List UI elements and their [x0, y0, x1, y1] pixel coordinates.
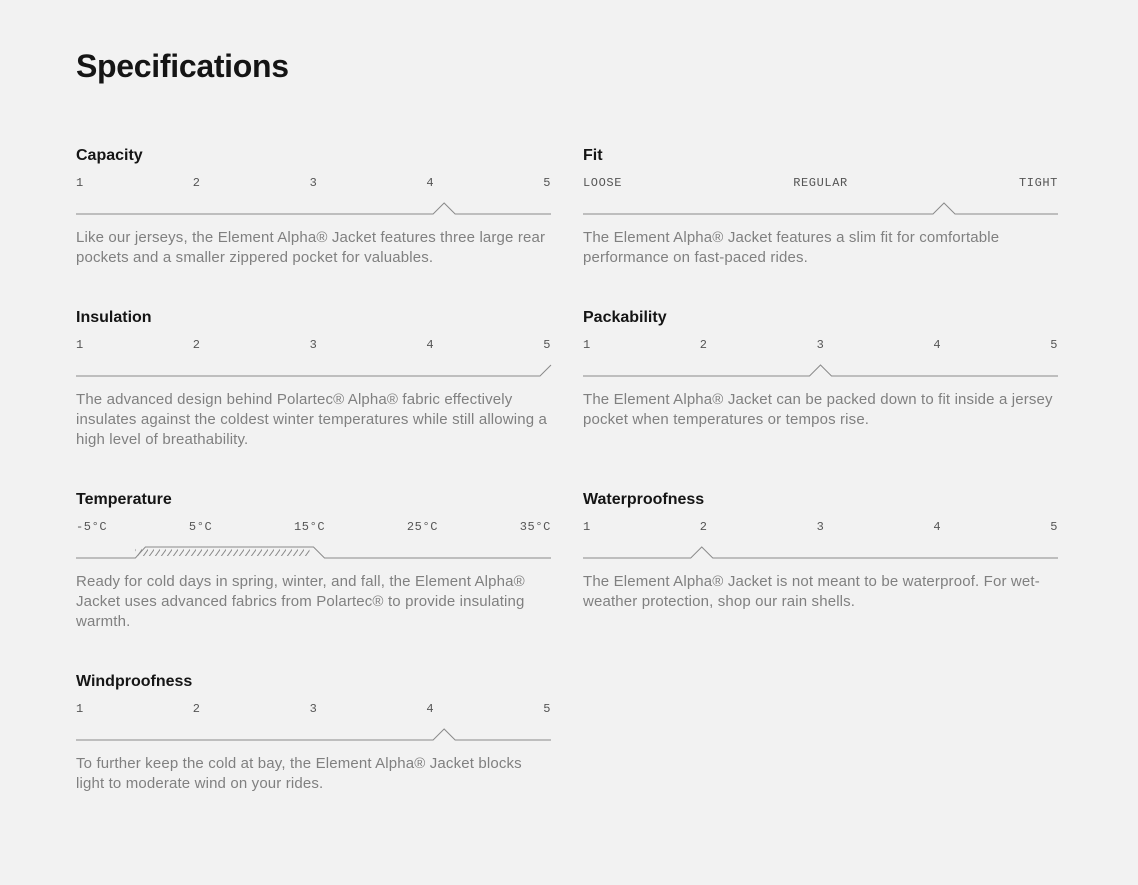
spec-title: Packability [583, 309, 667, 326]
packability-scale [583, 338, 1058, 380]
scale-track [583, 362, 1058, 378]
insulation-scale [76, 338, 551, 380]
spec-title: Fit [583, 147, 603, 164]
scale-track [76, 362, 551, 378]
spec-description: The Element Alpha® Jacket is not meant to be waterproof. For wet-weather protection, shop our rain shells. [583, 573, 1040, 610]
tick-label: 2 [192, 176, 201, 190]
spec-description: To further keep the cold at bay, the Element Alpha® Jacket blocks light to moderate wind on your rides. [76, 755, 522, 792]
page-title: Specifications [76, 48, 289, 84]
tick-label: 4 [426, 338, 435, 352]
scale-track [76, 200, 551, 216]
tick-label: 1 [583, 520, 591, 534]
tick-label: 15°C [293, 520, 326, 534]
tick-label: 5 [543, 338, 551, 352]
range-hatch [135, 546, 309, 558]
spec-windproofness [76, 672, 551, 794]
tick-label: 3 [816, 338, 825, 352]
rating-marker [583, 203, 1058, 214]
tick-label: 4 [933, 520, 942, 534]
spec-temperature [76, 490, 551, 632]
spec-description: Like our jerseys, the Element Alpha® Jacket features three large rear pockets and a smaller zippered pocket for valuables. [76, 229, 546, 266]
tick-label: 5 [543, 702, 551, 716]
rating-marker [76, 203, 551, 214]
spec-waterproofness [583, 490, 1058, 612]
tick-label: 3 [816, 520, 825, 534]
rating-marker [583, 365, 1058, 376]
capacity-scale [76, 176, 551, 218]
tick-label: 5 [1050, 520, 1058, 534]
scale-ticks [583, 338, 1058, 352]
tick-label: 4 [426, 176, 435, 190]
scale-ticks [583, 176, 1058, 190]
tick-label: 3 [309, 702, 318, 716]
scale-ticks [76, 176, 551, 190]
spec-insulation [76, 308, 551, 450]
tick-label: -5°C [76, 520, 108, 534]
tick-label: 2 [192, 338, 201, 352]
rating-marker [76, 365, 551, 376]
scale-track [583, 200, 1058, 216]
tick-label: 35°C [519, 520, 551, 534]
spec-title: Capacity [76, 147, 143, 164]
tick-label: 1 [583, 338, 591, 352]
scale-ticks [583, 520, 1058, 534]
temperature-scale [76, 520, 551, 562]
scale-track [583, 544, 1058, 560]
tick-label: 2 [699, 338, 708, 352]
tick-label: REGULAR [793, 176, 848, 190]
tick-label: 5 [543, 176, 551, 190]
tick-label: 25°C [406, 520, 439, 534]
tick-label: TIGHT [1018, 176, 1058, 190]
rating-marker [583, 547, 1058, 558]
tick-label: 1 [76, 702, 84, 716]
windproofness-scale [76, 702, 551, 744]
spec-description: The Element Alpha® Jacket can be packed down to fit inside a jersey pocket when temperatures or tempos rise. [583, 391, 1053, 428]
spec-title: Temperature [76, 491, 172, 508]
fit-scale [583, 176, 1058, 218]
scale-ticks [76, 702, 551, 716]
tick-label: LOOSE [583, 176, 623, 190]
scale-ticks [76, 520, 551, 534]
spec-description: The advanced design behind Polartec® Alpha® fabric effectively insulates against the coldest winter temperatures while still allowing a high level of breathability. [76, 391, 548, 448]
spec-title: Waterproofness [583, 491, 705, 508]
tick-label: 5°C [188, 520, 213, 534]
tick-label: 4 [426, 702, 435, 716]
spec-title: Windproofness [76, 673, 193, 690]
scale-track [76, 544, 551, 560]
spec-description: Ready for cold days in spring, winter, and fall, the Element Alpha® Jacket uses advanced fabrics from Polartec® to provide insulating warmth. [76, 573, 525, 630]
spec-description: The Element Alpha® Jacket features a slim fit for comfortable performance on fast-paced rides. [583, 229, 1000, 266]
scale-ticks [76, 338, 551, 352]
tick-label: 3 [309, 338, 318, 352]
scale-track [76, 726, 551, 742]
tick-label: 2 [192, 702, 201, 716]
spec-fit [583, 146, 1058, 268]
waterproofness-scale [583, 520, 1058, 562]
spec-title: Insulation [76, 309, 152, 326]
tick-label: 1 [76, 176, 84, 190]
spec-capacity [76, 146, 551, 268]
spec-packability [583, 308, 1058, 430]
rating-marker [76, 729, 551, 740]
tick-label: 1 [76, 338, 84, 352]
tick-label: 3 [309, 176, 318, 190]
tick-label: 4 [933, 338, 942, 352]
tick-label: 2 [699, 520, 708, 534]
tick-label: 5 [1050, 338, 1058, 352]
